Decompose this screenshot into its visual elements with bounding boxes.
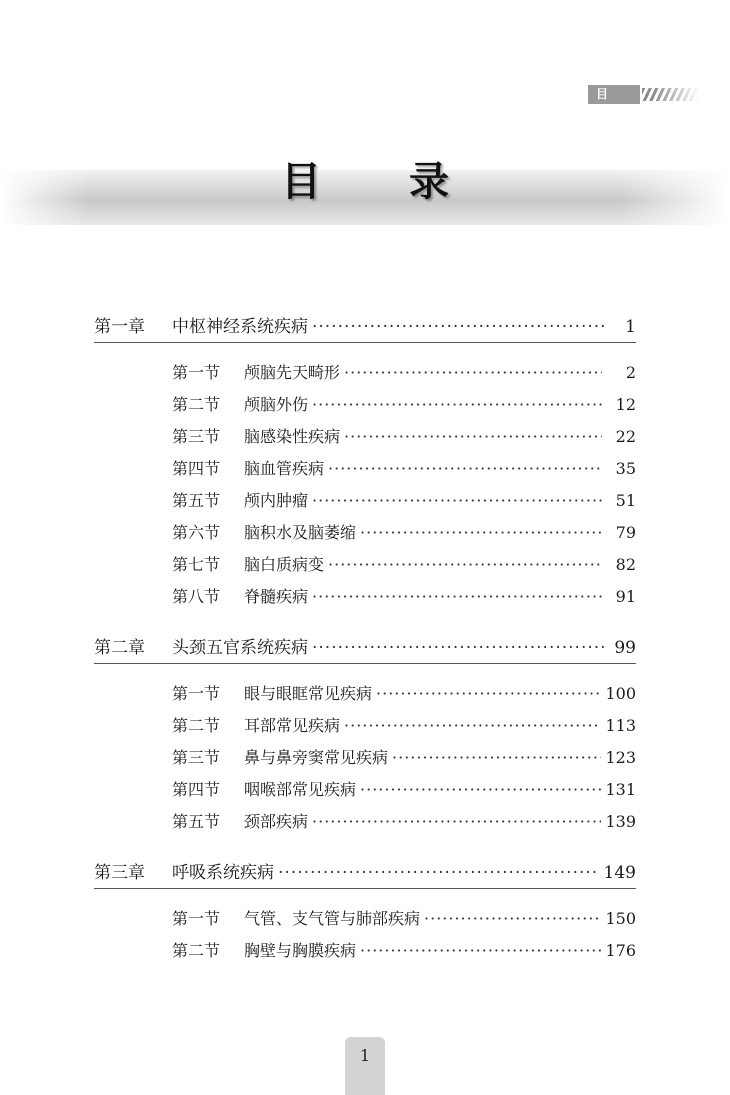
section-entry[interactable] — [172, 935, 636, 967]
section-label: 第七节 — [172, 555, 221, 574]
section-page-number: 51 — [615, 491, 636, 510]
section-page-number: 2 — [625, 363, 636, 382]
section-list — [94, 903, 636, 967]
dot-leader — [392, 742, 601, 774]
section-entry[interactable] — [172, 710, 636, 742]
chapter-block — [94, 633, 636, 838]
section-label: 第一节 — [172, 909, 221, 928]
chapter-entry[interactable] — [94, 312, 636, 343]
page-number: 1 — [359, 1046, 371, 1065]
section-title: 耳部常见疾病 — [244, 716, 341, 735]
section-label: 第五节 — [172, 812, 221, 831]
chapter-label: 第二章 — [94, 638, 145, 658]
dot-leader — [312, 389, 602, 421]
section-page-number: 91 — [615, 587, 636, 606]
chapter-page-number: 149 — [603, 863, 636, 883]
dot-leader — [278, 858, 600, 888]
section-entry[interactable] — [172, 421, 636, 453]
section-label: 第二节 — [172, 395, 221, 414]
section-label: 第三节 — [172, 427, 221, 446]
section-title: 颅脑先天畸形 — [244, 363, 341, 382]
section-list — [94, 678, 636, 838]
section-label: 第一节 — [172, 363, 221, 382]
header-section-label: 目 录 — [588, 85, 640, 104]
table-of-contents — [94, 312, 636, 987]
section-entry[interactable] — [172, 453, 636, 485]
section-page-number: 35 — [615, 459, 636, 478]
section-title: 颅脑外伤 — [244, 395, 309, 414]
chapter-page-number: 99 — [614, 638, 636, 658]
section-entry[interactable] — [172, 774, 636, 806]
section-title: 鼻与鼻旁窦常见疾病 — [244, 748, 389, 767]
section-page-number: 123 — [605, 748, 636, 767]
section-entry[interactable] — [172, 485, 636, 517]
section-title: 气管、支气管与肺部疾病 — [244, 909, 421, 928]
section-entry[interactable] — [172, 549, 636, 581]
chapter-page-number: 1 — [625, 317, 636, 337]
dot-leader — [328, 453, 602, 485]
section-entry[interactable] — [172, 581, 636, 613]
section-entry[interactable] — [172, 903, 636, 935]
section-page-number: 131 — [605, 780, 636, 799]
chapter-title: 呼吸系统疾病 — [172, 863, 274, 883]
dot-leader — [424, 903, 601, 935]
section-entry[interactable] — [172, 389, 636, 421]
section-label: 第一节 — [172, 684, 221, 703]
chapter-label: 第三章 — [94, 863, 145, 883]
dot-leader — [312, 806, 601, 838]
dot-leader — [328, 549, 602, 581]
section-title: 脑血管疾病 — [244, 459, 325, 478]
section-entry[interactable] — [172, 742, 636, 774]
section-entry[interactable] — [172, 806, 636, 838]
page-title: 目录 — [281, 159, 537, 205]
section-title: 脊髓疾病 — [244, 587, 309, 606]
chapter-entry[interactable] — [94, 633, 636, 664]
dot-leader — [344, 421, 602, 453]
running-header — [588, 85, 700, 120]
section-title: 脑白质病变 — [244, 555, 325, 574]
dot-leader — [344, 710, 601, 742]
dot-leader — [344, 357, 602, 389]
section-title: 颈部疾病 — [244, 812, 309, 831]
section-label: 第二节 — [172, 716, 221, 735]
section-label: 第四节 — [172, 780, 221, 799]
section-page-number: 79 — [615, 523, 636, 542]
chapter-label: 第一章 — [94, 317, 145, 337]
section-title: 颅内肿瘤 — [244, 491, 309, 510]
chapter-entry[interactable] — [94, 858, 636, 889]
header-stripes-decoration — [642, 88, 700, 101]
section-page-number: 139 — [605, 812, 636, 831]
section-page-number: 150 — [605, 909, 636, 928]
dot-leader — [312, 633, 606, 663]
dot-leader — [360, 935, 601, 967]
section-title: 脑积水及脑萎缩 — [244, 523, 357, 542]
section-page-number: 113 — [605, 716, 636, 735]
section-title: 咽喉部常见疾病 — [244, 780, 357, 799]
dot-leader — [312, 485, 602, 517]
chapter-title: 中枢神经系统疾病 — [172, 317, 308, 337]
section-entry[interactable] — [172, 357, 636, 389]
section-title: 胸壁与胸膜疾病 — [244, 941, 357, 960]
dot-leader — [376, 678, 601, 710]
dot-leader — [360, 517, 602, 549]
section-label: 第八节 — [172, 587, 221, 606]
section-entry[interactable] — [172, 517, 636, 549]
section-label: 第六节 — [172, 523, 221, 542]
section-label: 第三节 — [172, 748, 221, 767]
section-label: 第五节 — [172, 491, 221, 510]
dot-leader — [312, 581, 602, 613]
chapter-block — [94, 858, 636, 967]
chapter-block — [94, 312, 636, 613]
section-page-number: 100 — [605, 684, 636, 703]
dot-leader — [360, 774, 601, 806]
section-page-number: 82 — [615, 555, 636, 574]
section-label: 第四节 — [172, 459, 221, 478]
section-page-number: 22 — [615, 427, 636, 446]
section-entry[interactable] — [172, 678, 636, 710]
dot-leader — [312, 312, 606, 342]
chapter-title: 头颈五官系统疾病 — [172, 638, 308, 658]
section-title: 眼与眼眶常见疾病 — [244, 684, 373, 703]
section-page-number: 12 — [615, 395, 636, 414]
section-label: 第二节 — [172, 941, 221, 960]
section-page-number: 176 — [605, 941, 636, 960]
page-number-tab — [345, 1037, 385, 1095]
section-list — [94, 357, 636, 613]
section-title: 脑感染性疾病 — [244, 427, 341, 446]
